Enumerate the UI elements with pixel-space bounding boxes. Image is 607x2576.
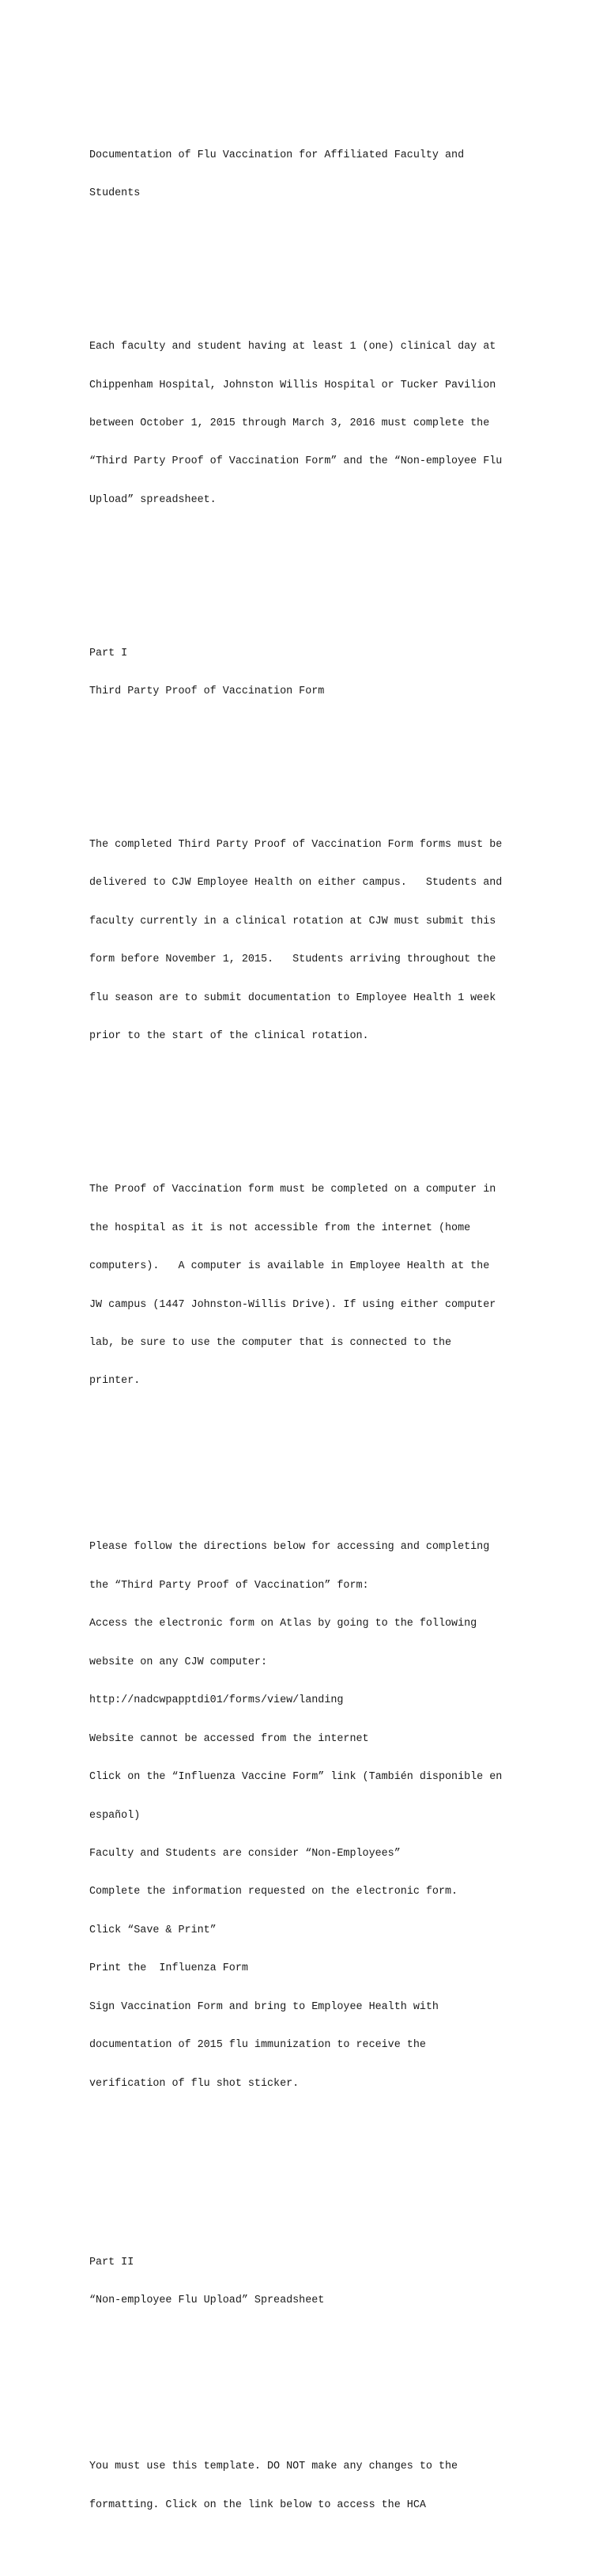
- part2-paragraph-template: You must use this template. DO NOT make any changes to the formatting. Click on the link below to access the HCA: [89, 2461, 458, 2511]
- part1-paragraph-delivery: The completed Third Party Proof of Vaccination Form forms must be delivered to CJW Employee Health on either campus. Students and faculty currently in a clinical rotation at CJW must submit this form before November 1, 2015. Students arriving throughout the flu season are to submit documentation to Employee Health 1 week prior to the start of the clinical rotation.: [89, 839, 503, 1043]
- document-title: Documentation of Flu Vaccination for Affiliated Faculty and Students: [89, 149, 465, 200]
- part2-heading: Part II “Non-employee Flu Upload” Spreadsheet: [89, 2256, 325, 2307]
- intro-paragraph: Each faculty and student having at least 1 (one) clinical day at Chippenham Hospital, Johnston Willis Hospital or Tucker Pavilion between October 1, 2015 through March 3, 2016 must complete the “Third Party Proof of Vaccination Form” and the “Non-employee Flu Upload” spreadsheet.: [89, 341, 503, 506]
- part1-paragraph-computer: The Proof of Vaccination form must be completed on a computer in the hospital as it is not accessible from the internet (home computers). A computer is available in Employee Health at the JW campus (1447 Johnston-Willis Drive). If using either computer lab, be sure to use the computer that is connected to the printer.: [89, 1184, 496, 1388]
- atlas-url: http://nadcwpapptdi01/forms/view/landing: [89, 1694, 344, 1707]
- directions-list: Please follow the directions below for accessing and completing the “Third Party Proof of Vaccination” form: Access the electronic form on Atlas by going to the following website on any CJW computer: http://nadcwpapptdi01/forms/view/landing Website cannot be accessed from the internet Click on the “Influenza Vaccine Form” link (También disponible en español) Faculty and Students are consider “Non-Employees” Complete the information requested on the electronic form. Click “Save & Print” Print the Influenza Form Sign Vaccination Form and bring to Employee Health with documentation of 2015 flu immunization to receive the verification of flu shot sticker.: [89, 1516, 532, 2116]
- document-body: [89, 85, 532, 2576]
- part1-heading: Part I Third Party Proof of Vaccination Form: [89, 647, 325, 698]
